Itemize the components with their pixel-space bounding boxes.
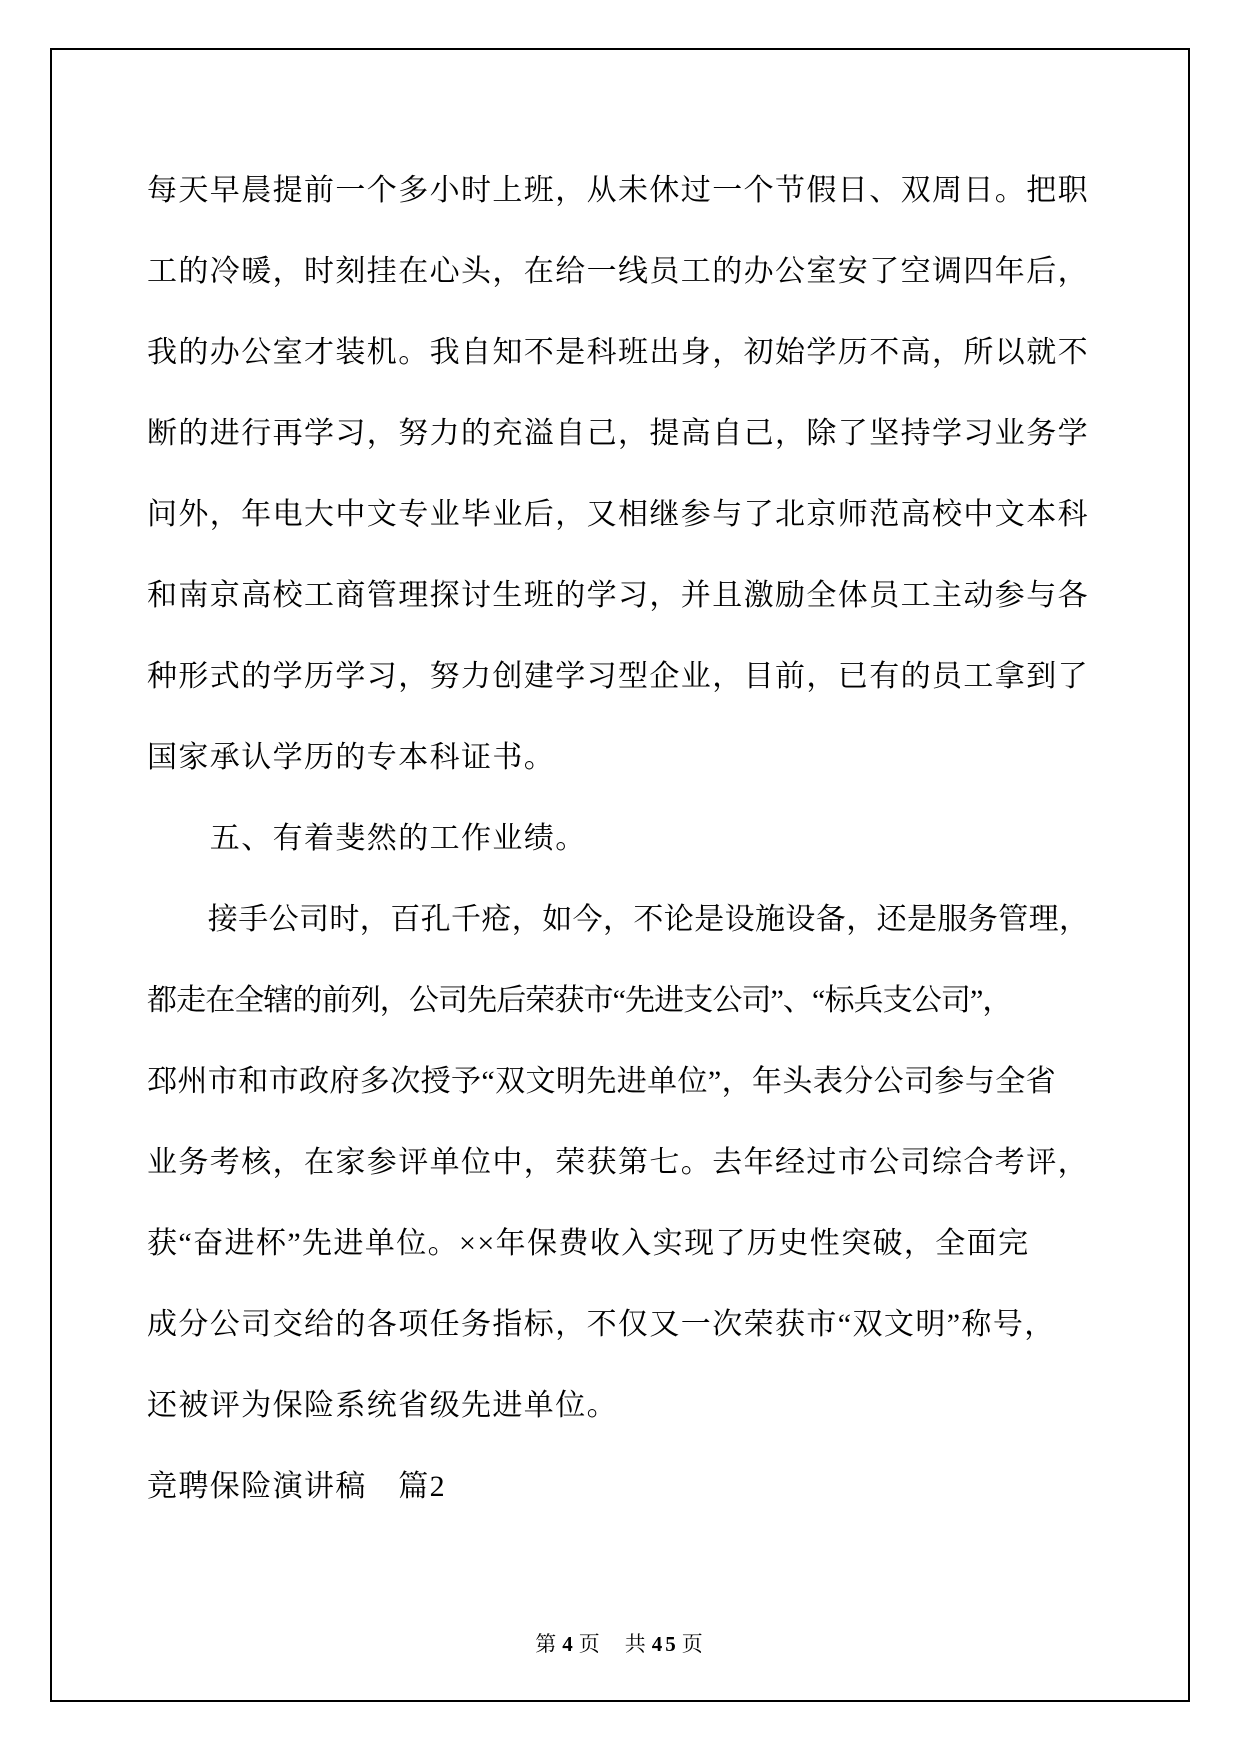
page-footer	[0, 1628, 1241, 1658]
section-heading-line: 五、有着斐然的工作业绩。	[147, 822, 587, 855]
text-line: 都走在全辖的前列，公司先后荣获市“先进支公司”、“标兵支公司”，	[147, 984, 1012, 1017]
text-line: 邳州市和市政府多次授予“双文明先进单位”，年头表分公司参与全省	[147, 1065, 1057, 1098]
paragraph-end-line: 国家承认学历的专本科证书。	[147, 741, 556, 774]
text-line: 每天早晨提前一个多小时上班，从未休过一个节假日、双周日。把职	[147, 174, 1089, 207]
text-line: 成分公司交给的各项任务指标，不仅又一次荣获市“双文明”称号，	[147, 1308, 1056, 1341]
footer-page-number: 4	[562, 1632, 576, 1656]
text-line: 接手公司时，百孔千疮，如今，不论是设施设备，还是服务管理，	[147, 903, 1090, 936]
text-line: 断的进行再学习，努力的充溢自己，提高自己，除了坚持学习业务学	[147, 417, 1089, 450]
footer-page-unit: 页	[578, 1632, 603, 1656]
article-title-line: 竞聘保险演讲稿 篇2	[147, 1470, 446, 1503]
text-line: 种形式的学历学习，努力创建学习型企业，目前，已有的员工拿到了	[147, 660, 1089, 693]
text-line: 我的办公室才装机。我自知不是科班出身，初始学历不高，所以就不	[147, 336, 1089, 369]
footer-total-unit: 页	[681, 1632, 706, 1656]
text-line: 问外，年电大中文专业毕业后，又相继参与了北京师范高校中文本科	[147, 498, 1089, 531]
text-line: 获“奋进杯”先进单位。××年保费收入实现了历史性突破，全面完	[147, 1227, 1030, 1260]
text-line: 业务考核，在家参评单位中，荣获第七。去年经过市公司综合考评，	[147, 1146, 1089, 1179]
footer-page-word: 第	[535, 1632, 560, 1656]
footer-total-word: 共	[624, 1632, 649, 1656]
text-line: 工的冷暖，时刻挂在心头，在给一线员工的办公室安了空调四年后，	[147, 255, 1089, 288]
paragraph-end-line: 还被评为保险系统省级先进单位。	[147, 1389, 618, 1422]
footer-total-number: 45	[651, 1632, 679, 1656]
document-body	[147, 150, 1097, 1527]
text-line: 和南京高校工商管理探讨生班的学习，并且激励全体员工主动参与各	[147, 579, 1089, 612]
